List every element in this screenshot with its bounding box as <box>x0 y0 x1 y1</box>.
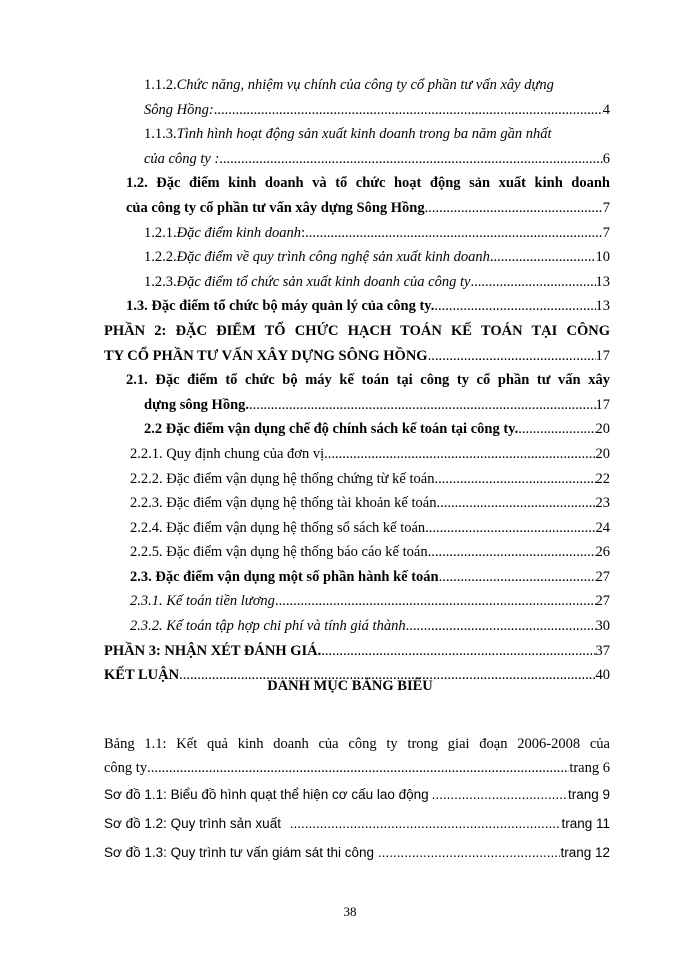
toc-page: 17 <box>595 347 610 364</box>
table-entry-text: Sơ đồ 1.1: Biểu đồ hình quạt thể hiện cơ cấu lao động <box>104 787 429 803</box>
toc-title: 2.3.2. Kế toán tập hợp chi phí và tính giá thành <box>130 618 406 635</box>
list-of-tables-title: DANH MỤC BẢNG BIỂU <box>267 678 433 694</box>
leader-dots <box>470 270 595 295</box>
toc-entry-2-2-4[interactable] <box>104 516 610 541</box>
leader-dots <box>214 98 603 123</box>
toc-title-cont: của công ty cổ phần tư vấn xây dựng Sông Hồng <box>126 199 425 216</box>
leader-dots <box>490 245 596 270</box>
leader-dots <box>432 780 568 809</box>
toc-page: 4 <box>602 101 610 118</box>
toc-page: 7 <box>602 199 610 216</box>
toc-title: Chức năng, nhiệm vụ chính của công ty cổ phần tư vấn xây dựng <box>176 77 554 93</box>
toc-page: 30 <box>595 618 610 635</box>
toc-page: 6 <box>602 150 610 167</box>
toc-title: 2.2 Đặc điểm vận dụng chế độ chính sách kế toán tại công ty. <box>144 421 519 438</box>
toc-page: 13 <box>595 298 610 315</box>
toc-entry-1-1-2-line2[interactable] <box>104 98 610 123</box>
table-of-contents <box>104 73 610 688</box>
leader-dots <box>305 221 603 246</box>
toc-entry-2-3-1[interactable] <box>104 589 610 614</box>
toc-title: PHẦN 2: ĐẶC ĐIỂM TỔ CHỨC HẠCH TOÁN KẾ TOÁN TẠI CÔNG <box>104 322 610 339</box>
diagram-entry-1-3[interactable] <box>104 838 610 867</box>
diagram-entry-1-1[interactable] <box>104 780 610 809</box>
toc-entry-part-2-line2[interactable] <box>104 344 610 369</box>
toc-title: 2.2.2. Đặc điểm vận dụng hệ thống chứng từ kế toán. <box>130 470 439 487</box>
toc-entry-1-1-2-line1[interactable] <box>104 73 610 98</box>
toc-entry-2-2-1[interactable] <box>104 442 610 467</box>
toc-entry-2-1-line1[interactable] <box>104 368 610 393</box>
toc-title: 2.2.4. Đặc điểm vận dụng hệ thống sổ sách kế toán. <box>130 519 429 536</box>
toc-entry-1-2-line1[interactable] <box>104 171 610 196</box>
leader-dots <box>275 589 596 614</box>
leader-dots <box>431 540 595 565</box>
toc-number: 1.2.3. <box>144 273 177 290</box>
toc-entry-2-3-2[interactable] <box>104 614 610 639</box>
leader-dots <box>428 344 596 369</box>
table-entry-text-cont: công ty <box>104 759 148 776</box>
toc-number: 1.1.3. <box>144 126 177 143</box>
toc-suffix: : <box>301 224 306 241</box>
leader-dots <box>438 467 595 492</box>
toc-number: 1.1.2. <box>144 77 177 93</box>
leader-dots <box>219 147 602 172</box>
toc-number: 1.2.1. <box>144 224 177 241</box>
toc-page: 26 <box>595 544 610 561</box>
toc-page: 20 <box>595 421 610 438</box>
toc-title-cont: TY CỔ PHẦN TƯ VẤN XÂY DỰNG SÔNG HỒNG <box>104 347 428 364</box>
toc-page: 37 <box>595 642 610 659</box>
leader-dots <box>434 294 595 319</box>
table-entry-page: trang 9 <box>567 787 610 803</box>
table-entry-page: trang 6 <box>569 759 610 776</box>
toc-title: KẾT LUẬN <box>104 667 180 684</box>
toc-page: 22 <box>595 470 610 487</box>
toc-page: 17 <box>595 396 610 413</box>
toc-entry-1-1-3-line2[interactable] <box>104 147 610 172</box>
leader-dots <box>406 614 596 639</box>
toc-page: 27 <box>595 568 610 585</box>
toc-page: 20 <box>595 445 610 462</box>
toc-page: 10 <box>595 249 610 266</box>
table-entry-page: trang 11 <box>561 816 610 832</box>
toc-title: PHẦN 3: NHẬN XÉT ĐÁNH GIÁ. <box>104 642 322 659</box>
toc-entry-1-2-3[interactable] <box>104 270 610 295</box>
toc-page: 23 <box>595 495 610 512</box>
toc-number: 1.2.2. <box>144 249 177 266</box>
leader-dots <box>429 516 596 541</box>
toc-page: 7 <box>602 224 610 241</box>
table-entry-text: Bảng 1.1: Kết quả kinh doanh của công ty trong giai đoạn 2006-2008 của <box>104 736 610 752</box>
toc-title: 2.1. Đặc điểm tổ chức bộ máy kế toán tại công ty cổ phần tư vấn xây <box>126 372 610 389</box>
toc-page: 24 <box>595 519 610 536</box>
leader-dots <box>290 809 562 838</box>
leader-dots <box>328 442 596 467</box>
leader-dots <box>518 417 595 442</box>
table-entry-page: trang 12 <box>560 845 610 861</box>
toc-entry-1-2-2[interactable] <box>104 245 610 270</box>
toc-entry-2-2-3[interactable] <box>104 491 610 516</box>
toc-entry-1-3[interactable] <box>104 294 610 319</box>
toc-title: Đặc điểm tổ chức sản xuất kinh doanh của công ty <box>176 273 471 290</box>
leader-dots <box>378 838 561 867</box>
toc-title: Đặc điểm về quy trình công nghệ sản xuất kinh doanh <box>176 249 490 266</box>
toc-entry-part-2-line1[interactable] <box>104 319 610 344</box>
toc-page: 13 <box>595 273 610 290</box>
toc-title: Đặc điểm kinh doanh <box>176 224 302 241</box>
leader-dots <box>249 393 595 418</box>
toc-title: 2.3. Đặc điểm vận dụng một số phần hành kế toán <box>130 568 439 585</box>
leader-dots <box>425 196 603 221</box>
toc-entry-1-2-line2[interactable] <box>104 196 610 221</box>
leader-dots <box>440 491 595 516</box>
toc-title-cont: của công ty : <box>144 150 220 167</box>
toc-title: 2.2.5. Đặc điểm vận dụng hệ thống báo cáo kế toán. <box>130 544 432 561</box>
toc-entry-1-1-3-line1[interactable] <box>104 122 610 147</box>
toc-title: 2.2.3. Đặc điểm vận dụng hệ thống tài khoản kế toán. <box>130 495 441 512</box>
toc-entry-2-2[interactable] <box>104 417 610 442</box>
table-entry-1-1-line1[interactable] <box>104 733 610 757</box>
page-number: 38 <box>343 904 357 919</box>
leader-dots <box>321 639 595 664</box>
toc-entry-1-2-1[interactable] <box>104 221 610 246</box>
diagram-entry-1-2[interactable] <box>104 809 610 838</box>
toc-title-cont: dựng sông Hồng. <box>144 396 250 413</box>
toc-title: Tình hình hoạt động sản xuất kinh doanh trong ba năm gần nhất <box>176 126 552 143</box>
leader-dots <box>147 757 569 781</box>
table-entry-text: Sơ đồ 1.3: Quy trình tư vấn giám sát thi công <box>104 845 375 861</box>
table-entry-text: Sơ đồ 1.2: Quy trình sản xuất <box>104 816 281 832</box>
toc-entry-part-3[interactable] <box>104 639 610 664</box>
toc-title: 2.3.1. Kế toán tiền lương <box>130 593 275 610</box>
leader-dots <box>439 565 596 590</box>
toc-page: 27 <box>595 593 610 610</box>
toc-entry-2-3[interactable] <box>104 565 610 590</box>
toc-entry-2-1-line2[interactable] <box>104 393 610 418</box>
toc-entry-2-2-2[interactable] <box>104 467 610 492</box>
list-of-tables <box>104 733 610 867</box>
toc-entry-2-2-5[interactable] <box>104 540 610 565</box>
toc-title: 1.2. Đặc điểm kinh doanh và tổ chức hoạt động sản xuất kinh doanh <box>126 175 610 192</box>
toc-title: 2.2.1. Quy định chung của đơn vị. <box>130 445 328 462</box>
table-entry-1-1-line2[interactable] <box>104 757 610 781</box>
toc-page: 40 <box>595 667 610 684</box>
toc-title: 1.3. Đặc điểm tổ chức bộ máy quản lý của công ty. <box>126 298 435 315</box>
toc-title-cont: Sông Hồng: <box>144 101 214 118</box>
